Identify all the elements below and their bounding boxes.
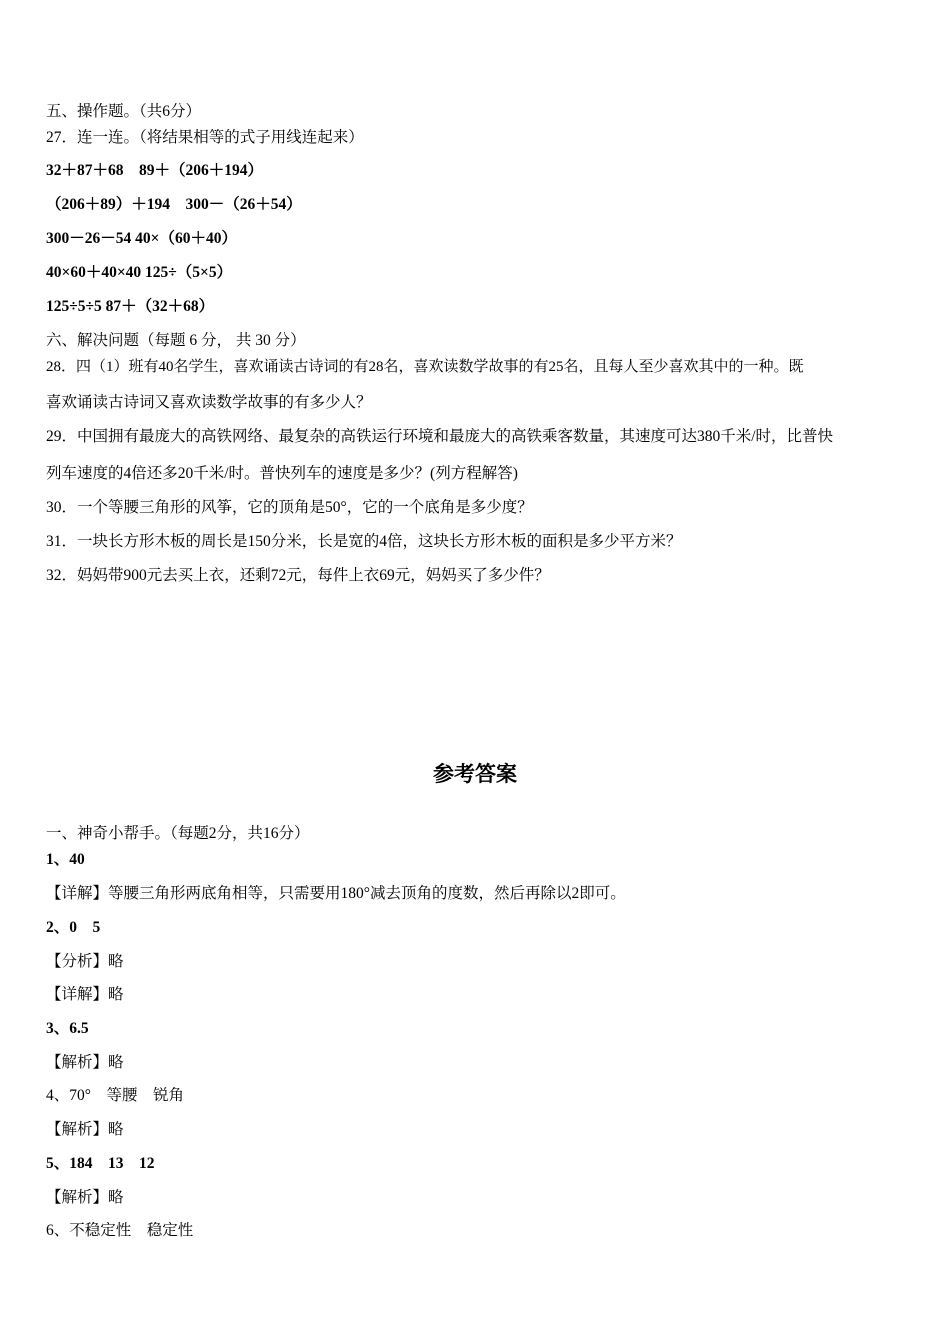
answer-5-explain: 【解析】略 bbox=[46, 1189, 124, 1206]
q28-line2: 喜欢诵读古诗词又喜欢读数学故事的有多少人？ bbox=[46, 394, 372, 411]
q29-line2: 列车速度的4倍还多20千米/时。普快列车的速度是多少？(列方程解答) bbox=[46, 465, 518, 482]
q29-line1: 29．中国拥有最庞大的高铁网络、最复杂的高铁运行环境和最庞大的高铁乘客数量，其速度可达380千米/时，比普快 bbox=[46, 428, 834, 445]
q31: 31．一块长方形木板的周长是150分米，长是宽的4倍，这块长方形木板的面积是多少平方米？ bbox=[46, 533, 682, 550]
q27-row: （206＋89）＋194 300－（26＋54） bbox=[46, 196, 302, 213]
answer-2: 2、0 5 bbox=[46, 919, 101, 936]
q27-row: 40×60＋40×40 125÷（5×5） bbox=[46, 264, 233, 281]
answer-1-detail: 【详解】等腰三角形两底角相等，只需要用180°减去顶角的度数，然后再除以2即可。 bbox=[46, 885, 626, 902]
answer-5: 5、184 13 12 bbox=[46, 1155, 155, 1172]
answer-3: 3、6.5 bbox=[46, 1020, 89, 1037]
answers-section1-heading: 一、神奇小帮手。（每题2分，共16分） bbox=[46, 825, 310, 842]
section5-heading: 五、操作题。（共6分） bbox=[46, 103, 202, 120]
answer-2-detail: 【详解】略 bbox=[46, 986, 124, 1003]
answer-3-explain: 【解析】略 bbox=[46, 1054, 124, 1071]
answer-2-analysis: 【分析】略 bbox=[46, 953, 124, 970]
section6-heading: 六、解决问题（每题 6 分， 共 30 分） bbox=[46, 332, 306, 349]
q30: 30．一个等腰三角形的风筝，它的顶角是50°，它的一个底角是多少度？ bbox=[46, 499, 533, 516]
answer-1: 1、40 bbox=[46, 851, 85, 868]
q28-line1: 28．四（1）班有40名学生，喜欢诵读古诗词的有28名，喜欢读数学故事的有25名，且每人至少喜欢其中的一种。既 bbox=[46, 359, 804, 375]
answer-4-explain: 【解析】略 bbox=[46, 1121, 124, 1138]
q27-stem: 27．连一连。（将结果相等的式子用线连起来） bbox=[46, 129, 364, 146]
q27-row: 125÷5÷5 87＋（32＋68） bbox=[46, 298, 215, 315]
answers-title: 参考答案 bbox=[433, 762, 517, 786]
q27-row: 300－26－54 40×（60＋40） bbox=[46, 230, 237, 247]
q32: 32．妈妈带900元去买上衣，还剩72元，每件上衣69元，妈妈买了多少件？ bbox=[46, 567, 550, 584]
answer-4: 4、70° 等腰 锐角 bbox=[46, 1087, 184, 1104]
answer-6: 6、不稳定性 稳定性 bbox=[46, 1222, 194, 1239]
q27-row: 32＋87＋68 89＋（206＋194） bbox=[46, 162, 264, 179]
